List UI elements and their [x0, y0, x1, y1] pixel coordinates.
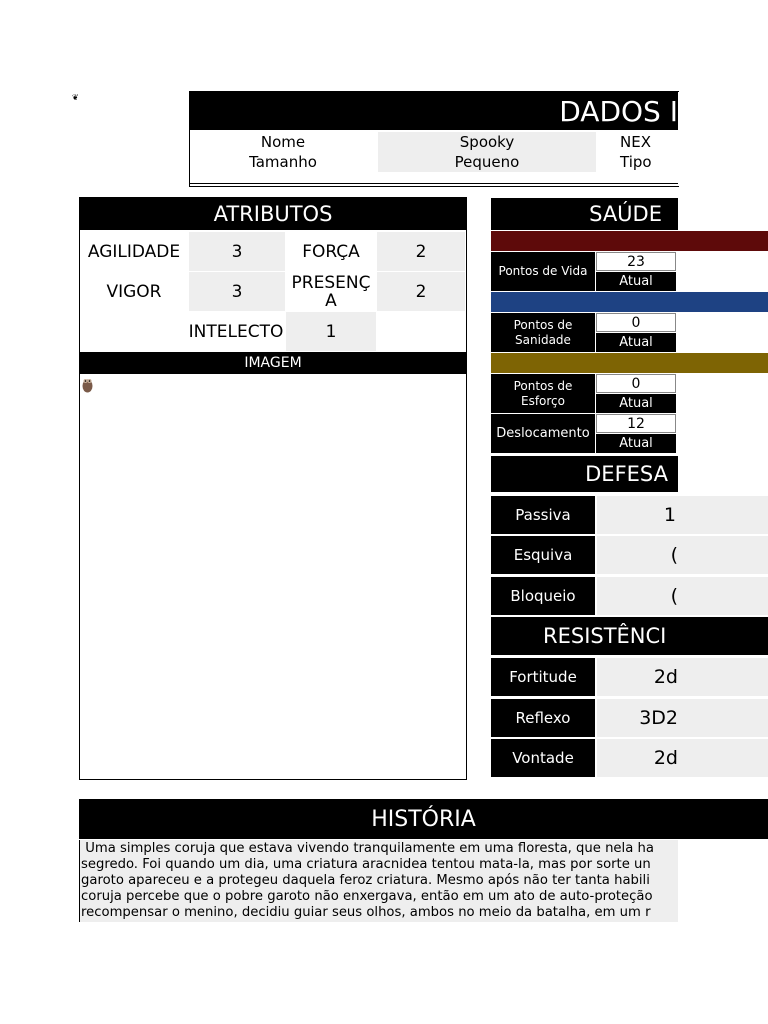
- deslocamento-value[interactable]: 12: [596, 414, 676, 433]
- character-image[interactable]: [81, 375, 94, 393]
- reflexo-value[interactable]: 3D2: [597, 699, 768, 737]
- historia-title: HISTÓRIA: [79, 799, 768, 839]
- presenca-label: PRESENÇ A: [291, 272, 371, 311]
- esforco-label: Pontos de Esforço: [491, 374, 595, 413]
- tamanho-label: Tamanho: [249, 153, 317, 171]
- presenca-value[interactable]: 2: [377, 272, 465, 311]
- sanidade-bar: [491, 292, 768, 312]
- nome-field[interactable]: Spooky: [378, 132, 596, 152]
- nex-label: NEX: [620, 133, 651, 151]
- esquiva-value[interactable]: (: [597, 536, 768, 574]
- esforco-caption: Atual: [596, 394, 676, 413]
- vida-bar: [491, 231, 768, 251]
- tamanho-field[interactable]: Pequeno: [378, 152, 596, 172]
- vida-value[interactable]: 23: [596, 252, 676, 271]
- agilidade-label: AGILIDADE: [87, 241, 181, 262]
- sanidade-caption: Atual: [596, 333, 676, 352]
- saude-title: SAÚDE: [491, 198, 678, 230]
- sheet-icon: ❦: [72, 93, 79, 102]
- clip-overlay: [678, 840, 768, 922]
- esforco-value[interactable]: 0: [596, 374, 676, 393]
- fortitude-value[interactable]: 2d: [597, 658, 768, 696]
- deslocamento-caption: Atual: [596, 434, 676, 453]
- vontade-value[interactable]: 2d: [597, 739, 768, 777]
- forca-label: FORÇA: [302, 241, 360, 262]
- forca-value[interactable]: 2: [377, 232, 465, 271]
- esforco-bar: [491, 353, 768, 373]
- vigor-label: VIGOR: [106, 281, 162, 302]
- vida-label: Pontos de Vida: [491, 252, 595, 291]
- resistencia-title: RESISTÊNCI: [491, 617, 768, 655]
- nome-label: Nome: [260, 133, 306, 151]
- intelecto-label: INTELECTO: [188, 321, 284, 342]
- historia-text: Uma simples coruja que estava vivendo tranquilamente em uma floresta, que nela ha segredo. Foi quando um dia, uma criatura aracnidea tentou mata-la, mas por sorte un garoto apareceu e a protegeu daquela feroz criatura. Mesmo após não ter tanta habili coruja percebe que o pobre garoto não enxergava, então em um ato de auto-proteção recompensar o menino, decidiu guiar seus olhos, ambos no meio da batalha, em um r: [81, 841, 654, 920]
- atributos-title: ATRIBUTOS: [80, 198, 466, 230]
- passiva-value[interactable]: 1: [597, 496, 768, 534]
- sanidade-value[interactable]: 0: [596, 313, 676, 332]
- deslocamento-label: Deslocamento: [491, 414, 595, 453]
- bloqueio-label: Bloqueio: [491, 577, 595, 615]
- reflexo-label: Reflexo: [491, 699, 595, 737]
- dados-divider: [190, 183, 678, 184]
- tipo-label: Tipo: [620, 153, 652, 171]
- intelecto-value[interactable]: 1: [286, 312, 376, 351]
- sanidade-label: Pontos de Sanidade: [491, 313, 595, 352]
- fortitude-label: Fortitude: [491, 658, 595, 696]
- bloqueio-value[interactable]: (: [597, 577, 768, 615]
- esquiva-label: Esquiva: [491, 536, 595, 574]
- defesa-title: DEFESA: [491, 456, 678, 492]
- imagem-header: IMAGEM: [80, 352, 466, 374]
- vontade-label: Vontade: [491, 739, 595, 777]
- vida-caption: Atual: [596, 272, 676, 291]
- dados-title: DADOS I: [190, 92, 678, 130]
- agilidade-value[interactable]: 3: [189, 232, 285, 271]
- historia-textarea[interactable]: [79, 840, 678, 922]
- vigor-value[interactable]: 3: [189, 272, 285, 311]
- passiva-label: Passiva: [491, 496, 595, 534]
